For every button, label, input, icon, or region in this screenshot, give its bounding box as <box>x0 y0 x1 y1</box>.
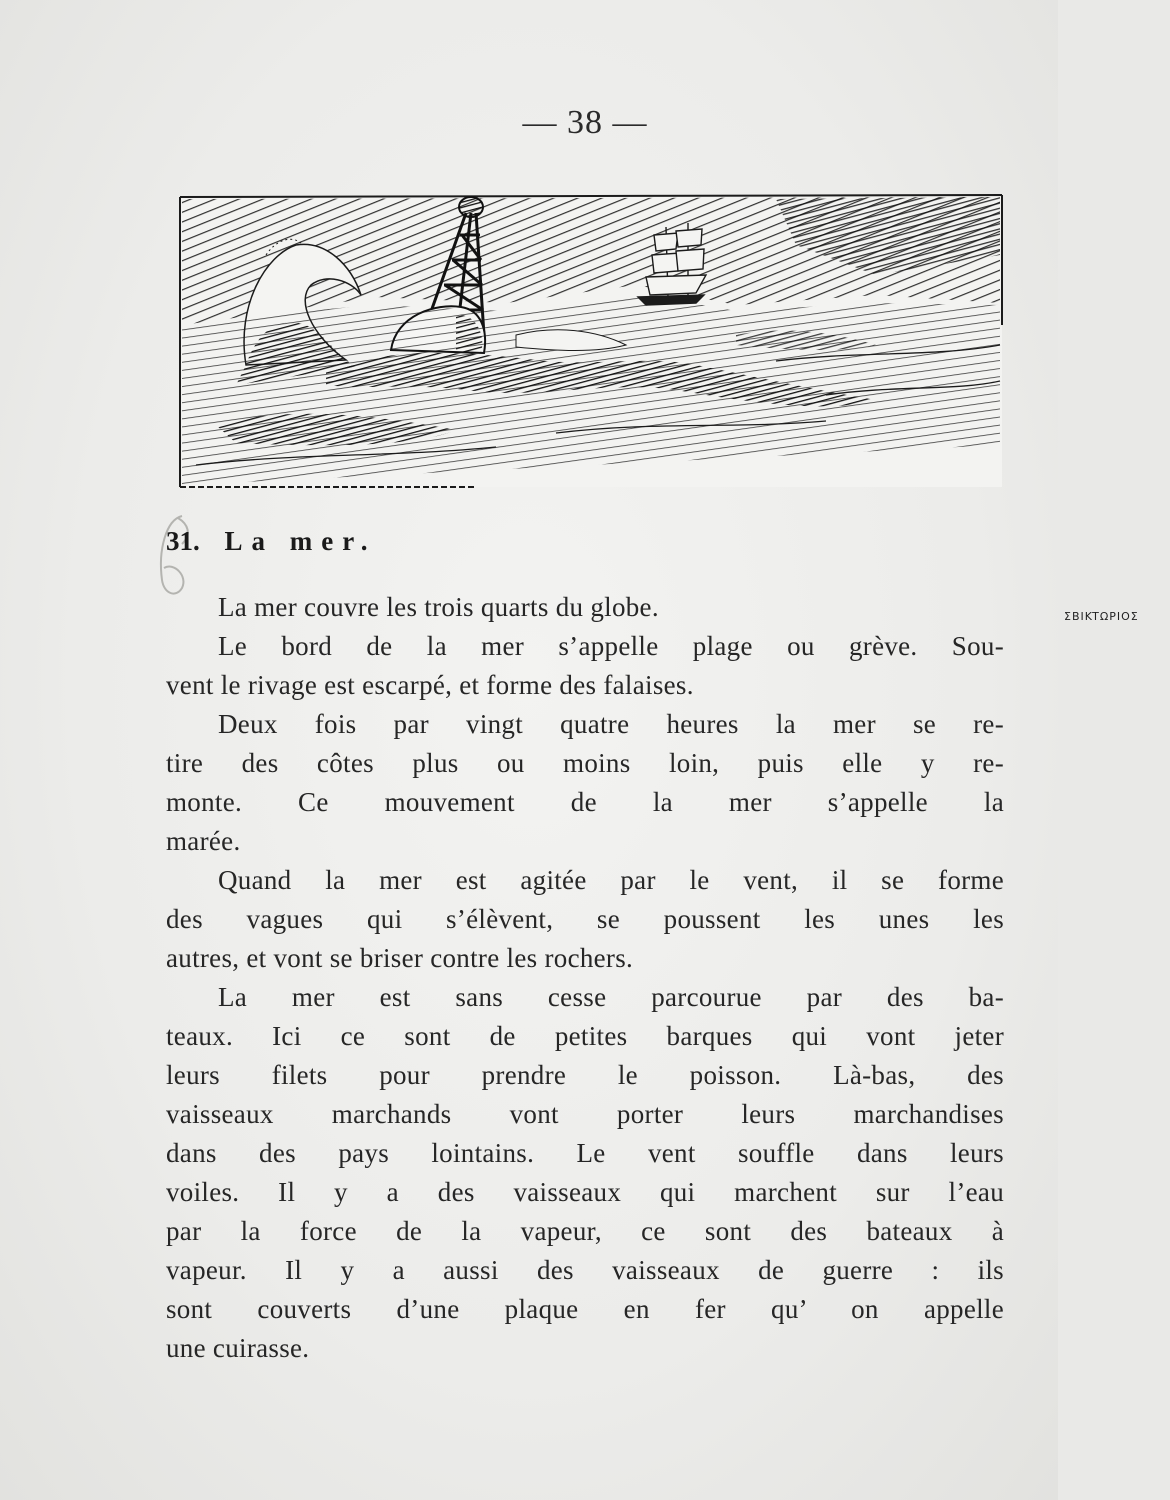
text-line: vent le rivage est escarpé, et forme des falaises. <box>166 670 694 700</box>
text-line: autres, et vont se briser contre les rochers. <box>166 943 634 973</box>
lesson-number: 31. <box>166 526 200 556</box>
text-line: des vagues qui s’élèvent, se poussent les unes les <box>166 904 1004 934</box>
text-line: marée. <box>166 826 241 856</box>
text-line: par la force de la vapeur, ce sont des bateaux à <box>166 1216 1004 1246</box>
lesson-title: La mer. <box>224 526 377 556</box>
text-line: une cuirasse. <box>166 1333 310 1363</box>
text-line: Le bord de la mer s’appelle plage ou grève. Sou- <box>218 631 1004 661</box>
text-line: voiles. Il y a des vaisseaux qui marchent sur l’eau <box>166 1177 1004 1207</box>
text-line: La mer est sans cesse parcourue par des ba- <box>218 982 1004 1012</box>
text-line: Quand la mer est agitée par le vent, il se forme <box>218 865 1004 895</box>
text-line: vaisseaux marchands vont porter leurs marchandises <box>166 1099 1004 1129</box>
text-line: tire des côtes plus ou moins loin, puis elle y re- <box>166 748 1004 778</box>
text-line: teaux. Ici ce sont de petites barques qui vont jeter <box>166 1021 1004 1051</box>
text-line: leurs filets pour prendre le poisson. Là-bas, des <box>166 1060 1004 1090</box>
lesson-body <box>166 588 1004 1368</box>
text-line: Deux fois par vingt quatre heures la mer se re- <box>218 709 1004 739</box>
text-line: vapeur. Il y a aussi des vaisseaux de guerre : ils <box>166 1255 1004 1285</box>
lesson-heading <box>166 526 377 557</box>
text-line: sont couverts d’une plaque en fer qu’ on appelle <box>166 1294 1004 1324</box>
text-line: monte. Ce mouvement de la mer s’appelle la <box>166 787 1004 817</box>
artist-signature: ΣBIKTΩPIOΣ <box>1064 610 1139 623</box>
text-line: La mer couvre les trois quarts du globe. <box>218 592 659 622</box>
text-line: dans des pays lointains. Le vent souffle dans leurs <box>166 1138 1004 1168</box>
page-number: — 38 — <box>522 104 648 141</box>
